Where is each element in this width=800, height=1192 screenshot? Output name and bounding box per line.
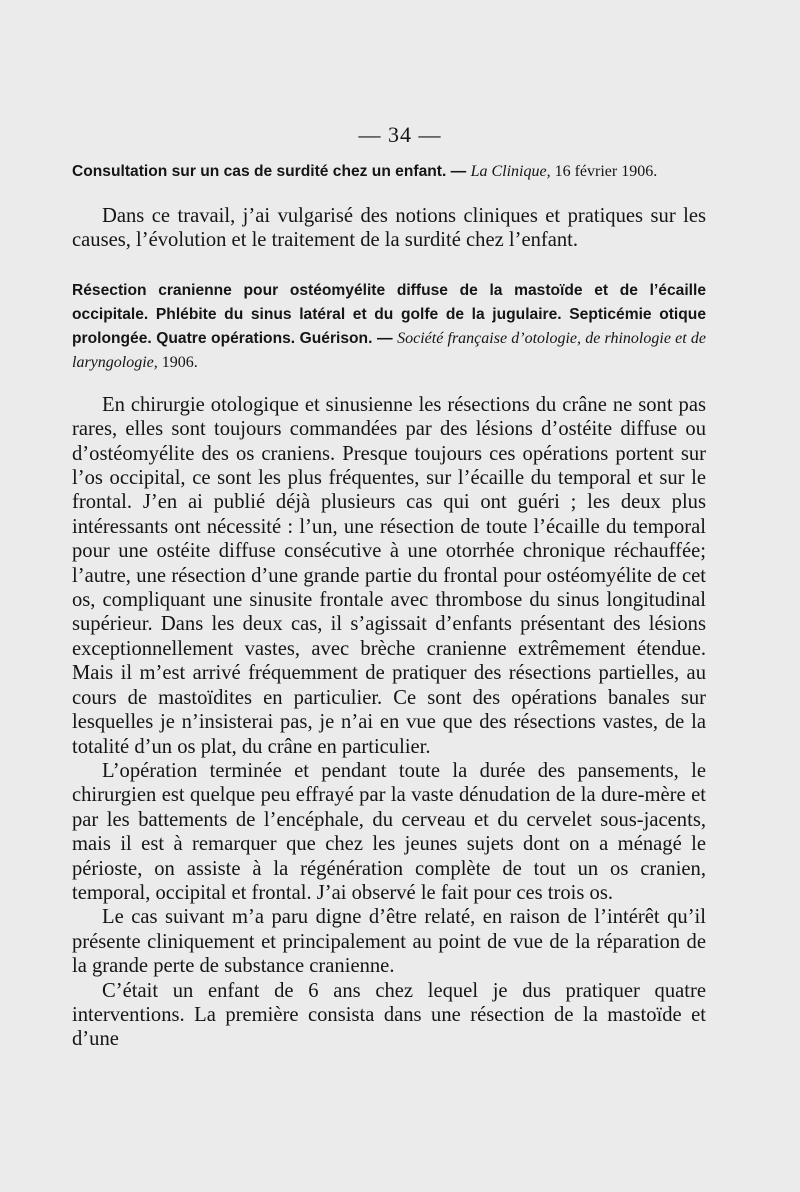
page-number: — 34 — bbox=[358, 122, 442, 147]
citation-date: 1906. bbox=[157, 353, 198, 371]
citation-journal: La Clinique, bbox=[470, 163, 551, 180]
paragraph-case-interest: Le cas suivant m’a paru digne d’être relaté, en raison de l’intérêt qu’il présente cliniquement et principalement au point de vue de la réparation de la grande perte de substance cranienne. bbox=[72, 906, 706, 978]
paragraph-surdite-summary: Dans ce travail, j’ai vulgarisé des notions cliniques et pratiques sur les causes, l’évolution et le traitement de la surdité chez l’enfant. bbox=[72, 205, 706, 252]
entry-title-text: Résection cranienne pour ostéomyélite diffuse de la mastoïde et de l’écaille occipitale. Phlébite du sinus latéral et du golfe de la jugulaire. Septicémie otique prolongée. Quatre opérations. Guérison. — bbox=[72, 281, 706, 347]
entry-title-resection bbox=[72, 279, 706, 375]
paragraph-operation: L’opération terminée et pendant toute la durée des pansements, le chirurgien est quelque peu effrayé par la vaste dénudation de la dure-mère et par les battements de l’encéphale, du cerveau et du cervelet sous-jacents, mais il est à remarquer que chez les jeunes sujets dont on a ménagé le périoste, on assiste à la régénération complète de tout un os cranien, temporal, occipital et frontal. J’ai observé le fait pour ces trois os. bbox=[72, 759, 706, 904]
entry-citation bbox=[471, 163, 658, 180]
citation-journal: Société française d’otologie, de rhinologie et de laryngologie, bbox=[72, 329, 706, 371]
entry-title-surdite bbox=[72, 160, 706, 184]
entry-title-text: Consultation sur un cas de surdité chez un enfant. — bbox=[72, 163, 471, 180]
citation-date: 16 février 1906. bbox=[550, 163, 658, 180]
page-content bbox=[72, 160, 706, 1052]
paragraph-case-start: C’était un enfant de 6 ans chez lequel je dus pratiquer quatre interventions. La première consista dans une résection de la mastoïde et d’une bbox=[72, 979, 706, 1051]
paragraph-resection-intro: En chirurgie otologique et sinusienne les résections du crâne ne sont pas rares, elles sont toujours commandées par des lésions d’ostéite diffuse ou d’ostéomyélite des os craniens. Presque toujours ces opérations portent sur l’os occipital, ce sont les plus fréquentes, sur l’écaille du temporal et sur le frontal. J’en ai publié déjà plusieurs cas qui ont guéri ; les deux plus intéressants ont nécessité : l’un, une résection de toute l’écaille du temporal pour une ostéite diffuse consécutive à une otorrhée chronique réchauffée; l’autre, une résection d’une grande partie du frontal pour ostéomyélite de cet os, compliquant une sinusite frontale avec thrombose du sinus longitudinal supérieur. Dans les deux cas, il s’agissait d’enfants présentant des lésions exceptionnellement vastes, avec brèche cranienne extrêmement étendue. Mais il m’est arrivé fréquemment de pratiquer des résections partielles, au cours de mastoïdites en particulier. Ce sont des opérations banales sur lesquelles je n’insisterai pas, je n’ai en vue que des résections vastes, de la totalité d’un os plat, du crâne en particulier. bbox=[72, 393, 706, 758]
